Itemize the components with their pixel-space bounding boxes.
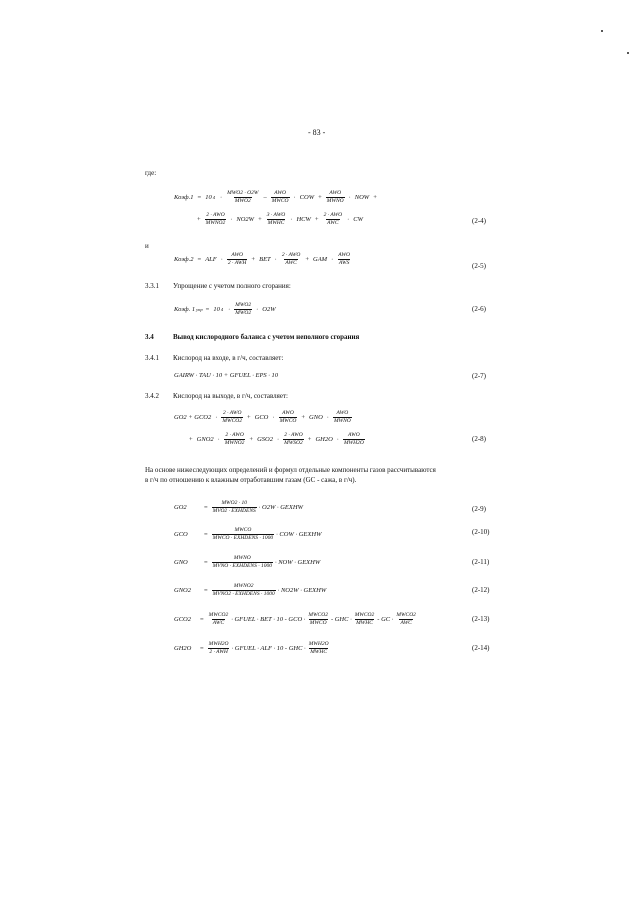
fraction: $\frac{\text{MWO2 · O2W}}{\text{MWO2}}$ <box>227 190 259 204</box>
fraction: $\frac{\text{3 · AWO}}{\text{MWHC}}$ <box>266 212 286 226</box>
fraction: $\frac{\text{AWO}}{\text{MWCO}}$ <box>271 190 289 204</box>
eq-exponent: 4 <box>212 195 215 200</box>
fraction: $\frac{\text{AWO}}{\text{MWNO}}$ <box>326 190 344 204</box>
equation-number: (2-4) <box>472 217 486 225</box>
section-number: 3.4.1 <box>145 354 159 362</box>
eq-term: GAM <box>313 256 328 263</box>
equation-2-12: GNO2 = $\frac{\text{MWNO2}}{\text{MVNO2 · EXHDENS · 1000}}$ · NO2W · GEXHW <box>174 583 327 597</box>
scan-speck <box>601 30 603 32</box>
equation-2-5: Коэф.2 = ALF · $\frac{\text{AWO}}{\text{2 · AWH}}$ + BET · $\frac{\text{2 · AWO}}{\text{AWC}}$ + GAM · $\frac{\text{AWO}}{\text{AWS}}$ <box>174 252 350 266</box>
eq-lhs: GCO <box>174 531 188 538</box>
section-number: 3.4 <box>145 333 154 341</box>
and-label: и <box>145 242 149 250</box>
equation-number: (2-12) <box>472 586 490 594</box>
equation-2-7 <box>173 372 279 379</box>
eq-term: GCO <box>254 414 269 421</box>
eq-term: HCW <box>296 216 311 223</box>
equation-2-11: GNO = $\frac{\text{MWNO}}{\text{MVNO · EXHDENS · 1000}}$ · NOW · GEXHW <box>174 555 321 569</box>
equation-number: (2-14) <box>472 644 490 652</box>
eq-term: - GC · <box>377 616 394 623</box>
eq-lhs: GH2O <box>174 645 192 652</box>
eq-lhs: GNO <box>174 559 188 566</box>
eq-term: GSO2 <box>257 436 273 443</box>
eq-subscript: упр <box>196 307 203 312</box>
eq-expression: GAIRW · TAU · 10 + GFUEL · EPS · 10 <box>174 372 279 379</box>
where-label: где: <box>145 169 157 177</box>
eq-term: BET <box>259 256 271 263</box>
eq-term: COW <box>299 194 315 201</box>
fraction: $\frac{\text{AWO}}{\text{MWCO}}$ <box>279 410 297 424</box>
fraction: $\frac{\text{2 · AWO}}{\text{MWNO2}}$ <box>205 212 226 226</box>
eq-term: NO2W <box>236 216 255 223</box>
eq-term: ALF <box>205 256 217 263</box>
eq-term: · O2W · GEXHW <box>258 504 303 511</box>
eq-term: GNO <box>309 414 323 421</box>
equation-2-8-line-1: GO2 + GCO2 · $\frac{\text{2 · AWO}}{\text{MWCO2}}$ + GCO · $\frac{\text{AWO}}{\text{MWCO}}$ + GNO · $\frac{\text{AWO}}{\text{MWNO}}$ <box>174 410 351 424</box>
equation-2-8-line-2: + GNO2 · $\frac{\text{2 · AWO}}{\text{MWNO2}}$ + GSO2 · $\frac{\text{2 · AWO}}{\text{MWSO2}}$ + GH2O · $\frac{\text{AWO}}{\text{MWH2O}}$ <box>189 432 364 446</box>
equation-2-4-line-2: + $\frac{\text{2 · AWO}}{\text{MWNO2}}$ · NO2W + $\frac{\text{3 · AWO}}{\text{MWHC}}$ · HCW + $\frac{\text{2 · AWO}}{\text{AWC}}$ · CW <box>197 212 363 226</box>
fraction: $\frac{\text{AWO}}{\text{AWS}}$ <box>338 252 350 266</box>
eq-term: GO2 + GCO2 <box>174 414 212 421</box>
section-number: 3.3.1 <box>145 282 159 290</box>
eq-lhs: Коэф.2 <box>174 256 194 263</box>
equation-2-4-line-1: Коэф.1 = 10 4 · $\frac{\text{MWO2 · O2W}}{\text{MWO2}}$ – $\frac{\text{AWO}}{\text{MWCO}}$ · COW + $\frac{\text{AWO}}{\text{MWNO}}$ · NOW + <box>174 190 377 204</box>
equation-number: (2-8) <box>472 435 486 443</box>
section-title: Кислород на входе, в г/ч, составляет: <box>173 354 284 362</box>
fraction: $\frac{\text{2 · AWO}}{\text{MWNO2}}$ <box>224 432 245 446</box>
equation-number: (2-9) <box>472 505 486 513</box>
fraction: $\frac{\text{2 · AWO}}{\text{MWCO2}}$ <box>222 410 242 424</box>
eq-term: GNO2 <box>196 436 214 443</box>
fraction: $\frac{\text{AWO}}{\text{MWNO}}$ <box>333 410 351 424</box>
fraction: $\frac{\text{MWH2O}}{\text{2 · AWH}}$ <box>208 641 229 655</box>
paragraph-line: в г/ч по отношению к влажным отработавшим газам (GC - сажа, в г/ч). <box>145 476 357 484</box>
paragraph-line: На основе нижеследующих определений и формул отдельные компоненты газов рассчитываются <box>145 466 436 474</box>
equation-2-9: GO2 = $\frac{\text{MWO2 · 10}}{\text{MVO2 · EXHDENS}}$ · O2W · GEXHW <box>174 500 303 514</box>
equation-number: (2-11) <box>472 558 490 566</box>
equation-number: (2-5) <box>472 262 486 270</box>
fraction: $\frac{\text{2 · AWO}}{\text{AWC}}$ <box>281 252 301 266</box>
fraction: $\frac{\text{2 · AWO}}{\text{AWC}}$ <box>323 212 343 226</box>
section-title: Упрощение с учетом полного сгорания: <box>173 282 291 290</box>
equation-2-13: GCO2 = $\frac{\text{MWCO2}}{\text{AWC}}$ · GFUEL · BET · 10 - GCO · $\frac{\text{MWCO2}}{\text{MWCO}}$ - GHC · $\frac{\text{MWCO2}}{\text{MWHC}}$ - GC · $\frac{\text{MWCO2}}{\text{AWC}}$ <box>174 612 416 626</box>
eq-lhs: GO2 <box>174 504 187 511</box>
fraction: $\frac{\text{MWNO2}}{\text{MVNO2 · EXHDENS · 1000}}$ <box>212 583 275 597</box>
eq-term: · GFUEL · BET · 10 - GCO · <box>231 616 306 623</box>
fraction: $\frac{\text{MWO2}}{\text{MWO2}}$ <box>235 302 252 316</box>
eq-lhs: GNO2 <box>174 587 191 594</box>
fraction: $\frac{\text{MWNO}}{\text{MVNO · EXHDENS · 1000}}$ <box>212 555 272 569</box>
eq-term: O2W <box>262 306 276 313</box>
eq-term: · NOW · GEXHW <box>274 559 321 566</box>
equation-2-6: Коэф. 1 упр = 10 4 · $\frac{\text{MWO2}}{\text{MWO2}}$ · O2W <box>174 302 276 316</box>
eq-term: · NO2W · GEXHW <box>277 587 327 594</box>
section-title: Кислород на выходе, в г/ч, составляет: <box>173 392 289 400</box>
page-number: - 83 - <box>308 128 326 137</box>
section-heading: Вывод кислородного баланса с учетом неполного сгорания <box>173 333 360 341</box>
equation-number: (2-13) <box>472 615 490 623</box>
scan-speck <box>627 52 629 54</box>
eq-term: CW <box>353 216 363 223</box>
equation-number: (2-7) <box>472 372 486 380</box>
fraction: $\frac{\text{2 · AWO}}{\text{MWSO2}}$ <box>284 432 303 446</box>
fraction: $\frac{\text{MWCO2}}{\text{AWC}}$ <box>396 612 416 626</box>
eq-lhs: Коэф.1 <box>174 194 194 201</box>
eq-lhs: Коэф. 1 <box>174 306 196 313</box>
eq-term: GH2O <box>315 436 333 443</box>
eq-term: · COW · GEXHW <box>276 531 322 538</box>
eq-term: · GFUEL · ALF · 10 - GHC · <box>231 645 306 652</box>
fraction: $\frac{\text{AWO}}{\text{2 · AWH}}$ <box>227 252 247 266</box>
equation-2-10: GCO = $\frac{\text{MWCO}}{\text{MWCO · EXHDENS · 1000}}$ · COW · GEXHW <box>174 527 322 541</box>
eq-lhs: GCO2 <box>174 616 191 623</box>
fraction: $\frac{\text{MWH2O}}{\text{MWHC}}$ <box>308 641 329 655</box>
equation-2-14: GH2O = $\frac{\text{MWH2O}}{\text{2 · AWH}}$ · GFUEL · ALF · 10 - GHC · $\frac{\text{MWH2O}}{\text{MWHC}}$ <box>174 641 329 655</box>
eq-term: 10 <box>205 194 212 201</box>
fraction: $\frac{\text{AWO}}{\text{MWH2O}}$ <box>343 432 364 446</box>
section-number: 3.4.2 <box>145 392 159 400</box>
fraction: $\frac{\text{MWCO2}}{\text{AWC}}$ <box>208 612 229 626</box>
equation-number: (2-10) <box>472 528 490 536</box>
equation-number: (2-6) <box>472 305 486 313</box>
fraction: $\frac{\text{MWCO2}}{\text{MWHC}}$ <box>354 612 375 626</box>
fraction: $\frac{\text{MWCO}}{\text{MWCO · EXHDENS · 1000}}$ <box>212 527 274 541</box>
eq-term: NOW <box>354 194 370 201</box>
fraction: $\frac{\text{MWO2 · 10}}{\text{MVO2 · EXHDENS}}$ <box>212 500 256 514</box>
fraction: $\frac{\text{MWCO2}}{\text{MWCO}}$ <box>308 612 328 626</box>
eq-term: - GHC · <box>330 616 352 623</box>
eq-term: 10 <box>213 306 220 313</box>
eq-exponent: 4 <box>220 307 224 312</box>
